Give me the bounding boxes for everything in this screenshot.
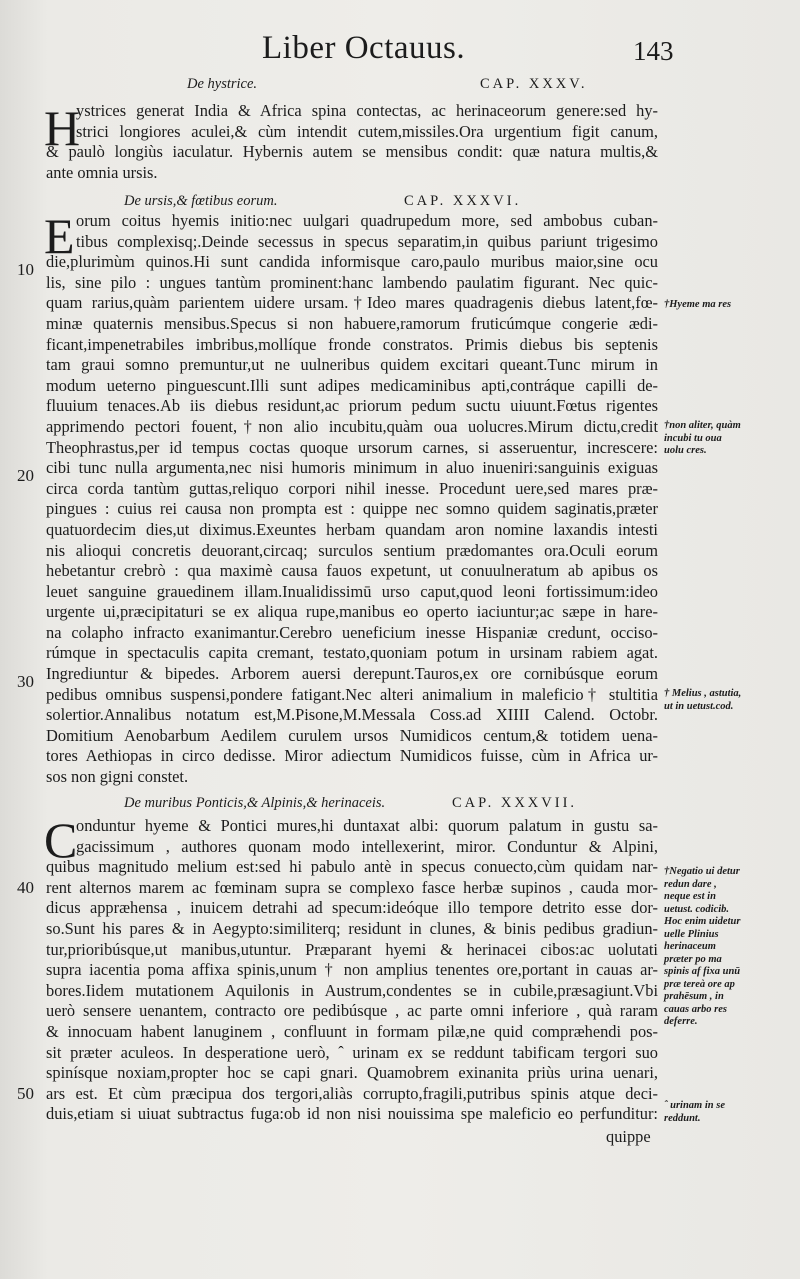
text-line: uerò sensere uenantem, contracto ore pedibúsque , ac parte omni inferiore , quà raram — [46, 1001, 658, 1021]
text-line: modum ueterno pinguescunt.Illi sunt adipes medicaminibus apti,contráque capilli de- — [46, 375, 658, 395]
chapter-heading — [124, 795, 644, 815]
text-line: rúmque in spectaculis capita cremant, testato,quoniam potum in ursinam rabiem agat. — [46, 643, 658, 663]
text-line: strici longiores aculei,& cùm intendit cutem,missiles.Ora urgentium figit canum, — [76, 121, 658, 141]
chapter-title: De muribus Ponticis,& Alpinis,& herinaceis. — [124, 795, 386, 811]
text-line: lis, sine pilo : ungues tantùm prominent:hanc lambendo paulatim figurant. Nec quic- — [46, 272, 658, 292]
chapter-body — [44, 812, 658, 1125]
page-number: 143 — [633, 36, 674, 66]
line-number: 40 — [17, 878, 34, 897]
text-line: tibus complexisq;.Deinde secessus in specus separatim,in quibus pariunt trigesimo — [76, 231, 658, 251]
line-number: 30 — [17, 672, 34, 691]
text-line: ars est. Et cùm præcipua dos tergori,aliàs corrupto,fragili,putribus spinis atque deci- — [46, 1083, 658, 1103]
text-line: supra iacentia poma affixa spinis,unum † non amplius tenentes ore,portant in cauas ar- — [46, 960, 658, 980]
text-line: spinísque noxiam,propter hoc se capi gnari. Quamobrem exinanita priùs urina uenari, — [46, 1063, 658, 1083]
text-line: pingues : cuius rei causa non prompta est : quippe nec somno quidem saginatis,præter — [46, 499, 658, 519]
text-line: ficant,impenetrabiles imbribus,mollíque fronde constratos. Primis diebus bis septenis — [46, 334, 658, 354]
catchword: quippe — [606, 1127, 651, 1146]
line-number: 50 — [17, 1084, 34, 1103]
text-line: sos non gigni constet. — [46, 767, 189, 787]
text-line: ante omnia ursis. — [46, 162, 158, 182]
text-line: nis alioqui concretis deuorant,circaq; surculos sentium prædomantes ora.Oculi eorum — [46, 540, 658, 560]
text-line: onduntur hyeme & Pontici mures,hi duntaxat albi: quorum palatum in gustu sa- — [76, 816, 658, 835]
text-line: rent alternos marem ac fœminam supra se complexo fasce herbæ supinos , cauda mor- — [46, 877, 658, 897]
margin-note: † Melius , astutia, ut in uetust.cod. — [664, 688, 742, 712]
text-line: tores Aethiopas in circo dedisse. Miror adiectum Numidicos fuisse, cùm in Africa ur- — [46, 746, 658, 766]
text-line: solertior.Annalibus notatum est,M.Pisone,M.Messala Coss.ad XIIII Calend. Octobr. — [46, 705, 658, 725]
text-line: pedibus omnibus suspensi,pondere fatigant.Nec alteri animalium in maleficio† stultitia — [46, 684, 658, 704]
text-line: Domitium Aenobarbum Aedilem curulem ursos Numidicos centum,& totidem uena- — [46, 725, 658, 745]
text-line: die,plurimùm quinos.Hi sunt candida informisque caro,paulo muribus maior,sine ocu — [46, 252, 658, 272]
text-line: quibus magnitudo melium est:sed hi pabulo antè in specus conuecto,cùm quidam nar- — [46, 857, 658, 877]
text-line: bores.Iidem mutationem Aquilonis in Austrum,condentes se in cubile,præsagiunt.Vbi — [46, 980, 658, 1000]
line-number: 10 — [17, 260, 34, 279]
text-line: leuet sanguine grauedinem illam.Inualidissimū urso caput,quod leoni fortissimum:ideo — [46, 581, 658, 601]
chapter-number: CAP. XXXV. — [480, 76, 588, 92]
chapter-title: De ursis,& fœtibus eorum. — [124, 193, 278, 209]
text-line: sit præter aculeos. In desperatione uerò, ˆ urinam ex se reddunt tabificam tergori suo — [46, 1042, 658, 1062]
text-line: fluuium tenaces.Ab iis diebus residunt,ac priorum pedum suctu uiuunt.Fœtus rigentes — [46, 396, 658, 416]
margin-note: †Hyeme ma res — [664, 299, 732, 310]
chapter-title: De hystrice. — [187, 76, 258, 92]
line-number: 20 — [17, 466, 34, 485]
drop-cap: H — [44, 100, 81, 156]
text-line: orum coitus hyemis initio:nec uulgari quadrupedum more, sed ambobus cuban- — [76, 211, 658, 230]
chapter-heading — [124, 193, 644, 213]
text-line: cibi tunc nulla argumenta,nec nisi humoris minimum in aluo inueniri:sanguinis exiguas — [46, 458, 658, 478]
text-line: urgente ui,præcipitaturi se ex aliqua rupe,manibus eo operto iaciuntur;ac sæpe in hare- — [46, 602, 658, 622]
chapter-number: CAP. XXXVI. — [404, 193, 522, 209]
text-line: minæ quaternis mensibus.Specus si non habuere,ramorum fruticúmque congerie ædi- — [46, 313, 658, 333]
chapter-number: CAP. XXXVII. — [452, 795, 578, 811]
margin-note: †Negatio ui detur redun dare , neque est in uetust. codicib. Hoc enim uidetur uelle Plinius herinaceum præter po ma spinis af fixa unū præ tereà ore ap prahēsum , in cauas arbo res deferre. — [664, 866, 741, 1027]
text-line: tur,prioribúsque,ut manibus,utuntur. Præparant hyemi & herinacei cibos:ac uolutati — [46, 939, 658, 959]
text-line: ystrices generat India & Africa spina contectas, ac herinaceorum genere:sed hy- — [76, 101, 658, 120]
text-line: tam graui somno premuntur,ut ne uulneribus quidem excitari queant.Tunc mirum in — [46, 355, 658, 375]
chapter-heading — [187, 76, 647, 96]
text-line: apprimendo pectori fouent,†non alio incubitu,quàm oua uolucres.Mirum dictu,credit — [46, 416, 658, 436]
text-line: so.Sunt his pares & in Aegypto:similiterq; residunt in clunes, & binis pedibus gradiun- — [46, 918, 658, 938]
chapter-body — [46, 101, 658, 183]
text-line: na colapho infracto exanimantur.Cerebro ueneficium inesse Hispaniæ credunt, occiso- — [46, 622, 658, 642]
text-line: Ingrediuntur & bipedes. Arborem auersi derepunt.Tauros,ex ore cornibúsque eorum — [46, 664, 658, 684]
text-line: & innocuam habent lanuginem , confluunt in formam pilæ,ne quid compræhendi pos- — [46, 1021, 658, 1041]
drop-cap: C — [44, 812, 78, 868]
text-line: & paulò longiùs iaculatur. Hybernis autem se mensibus condit: quæ natura multis,& — [46, 142, 658, 162]
text-line: quatuordecim dies,ut diximus.Exeuntes herbam quandam aron nomine laxandis intesti — [46, 519, 658, 539]
text-line: duis,etiam si uiuat subtractus fuga:ob id non nisi nouissima spe maleficio eo perfunditur: — [46, 1104, 658, 1124]
text-line: hebetantur crebrò : qua maximè causa fauos expetunt, ut conuulneratum ab apibus os — [46, 561, 658, 581]
text-line: circa corda tantùm guttas,reliquo corpori nihil inesse. Procedunt uere,sed mares præ- — [46, 478, 658, 498]
text-line: dicus appræhensa , inuicem detrahi ad specum:ideóque illo tempore detrito esse dor- — [46, 898, 658, 918]
text-line: quam rarius,quàm parientem uidere ursam.†Ideo mares quadragenis diebus latent,fœ- — [46, 293, 658, 313]
text-line: gacissimum , authores quonam modo intellexerint, miror. Conduntur & Alpini, — [76, 836, 658, 856]
book-title: Liber Octauus. — [262, 30, 466, 66]
drop-cap: E — [44, 208, 75, 264]
margin-note: ˆ urinam in se reddunt. — [664, 1100, 725, 1124]
chapter-body — [44, 208, 658, 788]
running-head — [0, 30, 800, 74]
margin-note: †non aliter, quàm incubi tu oua uolu cres. — [664, 420, 741, 456]
text-line: Theophrastus,per id tempus coctas quoque ursorum carnes, si asseruentur, increscere: — [46, 437, 658, 457]
